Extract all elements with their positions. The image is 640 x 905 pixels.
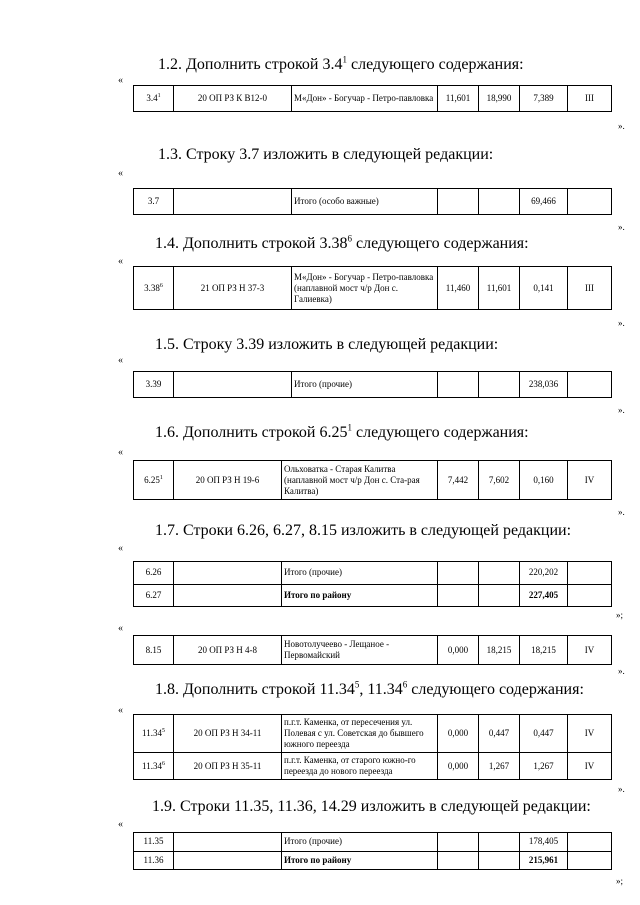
cell-code	[174, 562, 282, 585]
cell-c2: 11,601	[479, 267, 520, 310]
table-row	[134, 86, 612, 112]
open-quote: «	[118, 447, 123, 458]
cell-c1	[438, 189, 479, 215]
cell-c1	[438, 562, 479, 585]
cell-c3: 0,447	[520, 715, 568, 753]
table-rows-11-35-11-36	[133, 832, 612, 870]
cell-name: Ольховатка - Старая Калитва (наплавной мост ч/р Дон с. Ста-рая Калитва)	[282, 461, 438, 500]
table-row	[134, 372, 612, 398]
table-rows-11-34	[133, 714, 612, 780]
cell-c1: 0,000	[438, 636, 479, 665]
cell-c2: 7,602	[479, 461, 520, 500]
open-quote: «	[118, 168, 123, 179]
table-row	[134, 461, 612, 500]
heading-1-3: 1.3. Строку 3.7 изложить в следующей редакции:	[158, 146, 494, 163]
cell-c3: 1,267	[520, 753, 568, 780]
cell-c1	[438, 833, 479, 852]
cell-code: 20 ОП РЗ Н 19-6	[174, 461, 282, 500]
heading-1-6: 1.6. Дополнить строкой 6.25$^1$ следующего содержания:	[155, 422, 529, 441]
cell-name: М«Дон» - Богучар - Петро-павловка (наплавной мост ч/р Дон с. Галиевка)	[292, 267, 438, 310]
heading-1-5: 1.5. Строку 3.39 изложить в следующей редакции:	[155, 336, 499, 353]
cell-c3: 178,405	[520, 833, 568, 852]
cell-c3: 220,202	[520, 562, 568, 585]
cell-code: 20 ОП РЗ Н 4-8	[174, 636, 282, 665]
cell-num: 11.36	[134, 851, 174, 870]
table-rows-6-26-6-27	[133, 561, 612, 607]
closing-quote: ».	[618, 405, 625, 415]
cell-cat	[568, 833, 612, 852]
cell-num: 6.26	[134, 562, 174, 585]
table-row-3-38	[133, 266, 612, 310]
cell-cat	[568, 851, 612, 870]
cell-code: 20 ОП РЗ Н 35-11	[174, 753, 282, 780]
open-quote: «	[118, 819, 123, 830]
cell-name: п.г.т. Каменка, от старого южно-го переезда до нового переезда	[282, 753, 438, 780]
closing-quote: ».	[618, 222, 625, 232]
table-row	[134, 851, 612, 870]
heading-1-8: 1.8. Дополнить строкой 11.34$^5$, 11.34$^6$ следующего содержания:	[155, 679, 584, 698]
heading-1-2: 1.2. Дополнить строкой $3.4^1$ следующего содержания:	[158, 54, 524, 73]
cell-c2: 18,215	[479, 636, 520, 665]
cell-num: 3.38$^6$	[134, 267, 174, 310]
cell-c2	[479, 372, 520, 398]
cell-name: Новотолучеево - Лещаное - Первомайский	[282, 636, 438, 665]
cell-c2	[479, 562, 520, 585]
cell-c1: 7,442	[438, 461, 479, 500]
cell-num: 3.7	[134, 189, 174, 215]
cell-cat: IV	[568, 715, 612, 753]
cell-cat: IV	[568, 753, 612, 780]
open-quote: «	[118, 355, 123, 366]
cell-name: Итого по району	[282, 851, 438, 870]
cell-c1: 0,000	[438, 715, 479, 753]
heading-1-9: 1.9. Строки 11.35, 11.36, 14.29 изложить в следующей редакции:	[152, 798, 591, 815]
cell-name: Итого (прочие)	[292, 372, 438, 398]
cell-c2: 0,447	[479, 715, 520, 753]
closing-quote: ».	[618, 318, 625, 328]
cell-name: Итого (прочие)	[282, 833, 438, 852]
closing-quote: »;	[616, 610, 624, 620]
closing-quote: ».	[618, 507, 625, 517]
cell-code	[174, 833, 282, 852]
cell-c1	[438, 372, 479, 398]
cell-cat: IV	[568, 636, 612, 665]
cell-cat: III	[568, 86, 612, 112]
cell-cat: IV	[568, 461, 612, 500]
cell-name: Итого (особо важные)	[292, 189, 438, 215]
cell-name: Итого (прочие)	[282, 562, 438, 585]
heading-1-7: 1.7. Строки 6.26, 6.27, 8.15 изложить в следующей редакции:	[155, 522, 572, 539]
closing-quote: ».	[618, 784, 625, 794]
cell-c1: 11,460	[438, 267, 479, 310]
cell-cat	[568, 372, 612, 398]
table-row-3-39	[133, 371, 612, 398]
cell-c3: 0,160	[520, 461, 568, 500]
cell-num: 11.34$^6$	[134, 753, 174, 780]
cell-c3: 18,215	[520, 636, 568, 665]
open-quote: «	[118, 256, 123, 267]
table-row	[134, 584, 612, 607]
cell-code	[174, 189, 292, 215]
cell-c2	[479, 584, 520, 607]
cell-c1	[438, 584, 479, 607]
cell-name: п.г.т. Каменка, от пересечения ул. Полевая с ул. Советская до бывшего южного переезда	[282, 715, 438, 753]
table-row	[134, 267, 612, 310]
cell-num: 8.15	[134, 636, 174, 665]
open-quote: «	[118, 705, 123, 716]
cell-c2	[479, 833, 520, 852]
table-row-3-7	[133, 188, 612, 215]
closing-quote: ».	[618, 666, 625, 676]
cell-code	[174, 851, 282, 870]
table-row	[134, 753, 612, 780]
open-quote: «	[118, 543, 123, 554]
table-row	[134, 833, 612, 852]
table-row-6-25	[133, 460, 612, 500]
cell-cat: III	[568, 267, 612, 310]
cell-num: 11.35	[134, 833, 174, 852]
cell-c3: 215,961	[520, 851, 568, 870]
cell-cat	[568, 584, 612, 607]
table-row	[134, 636, 612, 665]
cell-c2	[479, 189, 520, 215]
table-row-8-15	[133, 635, 612, 665]
cell-c3: 0,141	[520, 267, 568, 310]
cell-c1: 0,000	[438, 753, 479, 780]
cell-c3: 238,036	[520, 372, 568, 398]
table-row	[134, 562, 612, 585]
cell-c2	[479, 851, 520, 870]
closing-quote: ».	[618, 121, 625, 131]
cell-code: 20 ОП РЗ К В12-0	[174, 86, 292, 112]
cell-cat	[568, 562, 612, 585]
table-row-3-4	[133, 85, 612, 112]
cell-code: 21 ОП РЗ Н 37-3	[174, 267, 292, 310]
cell-code	[174, 584, 282, 607]
cell-c1: 11,601	[438, 86, 479, 112]
cell-code: 20 ОП РЗ Н 34-11	[174, 715, 282, 753]
cell-name: Итого по району	[282, 584, 438, 607]
cell-code	[174, 372, 292, 398]
cell-c3: 69,466	[520, 189, 568, 215]
cell-c3: 7,389	[520, 86, 568, 112]
heading-1-4: 1.4. Дополнить строкой 3.38$^6$ следующего содержания:	[155, 233, 529, 252]
cell-cat	[568, 189, 612, 215]
cell-c2: 18,990	[479, 86, 520, 112]
closing-quote: »;	[616, 876, 624, 886]
open-quote: «	[118, 75, 123, 86]
cell-c2: 1,267	[479, 753, 520, 780]
cell-num: 3.39	[134, 372, 174, 398]
cell-c1	[438, 851, 479, 870]
cell-num: 6.27	[134, 584, 174, 607]
cell-num: $3.4^1$	[134, 86, 174, 112]
open-quote: «	[118, 623, 123, 634]
cell-name: М«Дон» - Богучар - Петро-павловка	[292, 86, 438, 112]
cell-c3: 227,405	[520, 584, 568, 607]
cell-num: 6.25$^1$	[134, 461, 174, 500]
table-row	[134, 189, 612, 215]
cell-num: 11.34$^5$	[134, 715, 174, 753]
table-row	[134, 715, 612, 753]
